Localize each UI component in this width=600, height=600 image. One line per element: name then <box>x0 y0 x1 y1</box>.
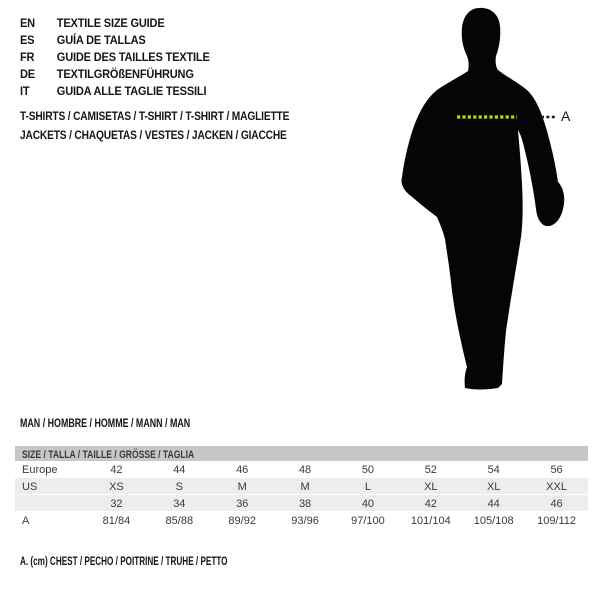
language-label: TEXTILGRÖßENFÜHRUNG <box>56 66 194 81</box>
row-label: A <box>22 514 30 527</box>
list-item <box>20 48 210 65</box>
size-cell: 44 <box>487 497 500 510</box>
size-cell: 42 <box>110 463 123 476</box>
garment-categories <box>20 107 337 145</box>
size-cell: 38 <box>298 497 312 510</box>
size-cell: 48 <box>298 463 312 476</box>
list-item <box>20 14 210 31</box>
language-guide-list <box>20 14 226 99</box>
list-item <box>20 65 210 82</box>
language-code: DE <box>20 66 35 81</box>
man-silhouette-graphic <box>395 0 595 400</box>
size-cell: 46 <box>236 463 249 476</box>
size-cell: 109/112 <box>537 514 577 527</box>
size-cell: M <box>237 480 247 493</box>
size-cell: 81/84 <box>102 514 131 527</box>
row-label: US <box>22 480 38 493</box>
size-cell: S <box>175 480 183 493</box>
size-cell: XL <box>486 480 501 493</box>
language-label: TEXTILE SIZE GUIDE <box>56 15 165 30</box>
size-cell: 46 <box>550 497 563 510</box>
size-cell: 36 <box>236 497 249 510</box>
size-cell: 85/88 <box>165 514 194 527</box>
size-cell: 105/108 <box>473 514 514 527</box>
size-cell: XL <box>424 480 438 493</box>
size-cell: XS <box>109 480 124 493</box>
language-label: GUIDA ALLE TAGLIE TESSILI <box>56 83 207 98</box>
size-cell: 34 <box>173 497 186 510</box>
man-silhouette-shape <box>401 8 564 390</box>
size-table <box>15 446 588 529</box>
size-cell: 52 <box>424 463 437 476</box>
size-cell: 93/96 <box>291 514 319 527</box>
category-line-jackets: JACKETS / CHAQUETAS / VESTES / JACKEN / GIACCHE <box>20 128 287 142</box>
size-table-header-label: SIZE / TALLA / TAILLE / GRÖSSE / TAGLIA <box>22 449 195 461</box>
language-code: FR <box>20 49 35 64</box>
table-row-us-letters <box>15 478 588 495</box>
size-cell: 97/100 <box>351 514 385 527</box>
size-table-header <box>15 446 588 461</box>
language-label: GUÍA DE TALLAS <box>56 32 146 47</box>
language-code: EN <box>20 15 35 30</box>
table-row-us-numeric <box>15 495 588 512</box>
language-code: IT <box>20 83 30 98</box>
size-cell: M <box>300 480 310 493</box>
table-row-chest-a <box>15 512 588 529</box>
section-title-man: MAN / HOMBRE / HOMME / MANN / MAN <box>20 416 191 430</box>
size-cell: 89/92 <box>228 514 256 527</box>
category-line-tshirts: T-SHIRTS / CAMISETAS / T-SHIRT / T-SHIRT / MAGLIETTE <box>20 109 290 123</box>
table-row-europe <box>15 461 588 478</box>
size-cell: 42 <box>424 497 437 510</box>
language-code: ES <box>20 32 35 47</box>
size-cell: XXL <box>546 480 567 493</box>
chest-footnote: A. (cm) CHEST / PECHO / POITRINE / TRUHE / PETTO <box>20 554 228 568</box>
list-item <box>20 31 210 48</box>
size-cell: 50 <box>361 463 375 476</box>
list-item <box>20 82 210 99</box>
language-label: GUIDE DES TAILLES TEXTILE <box>56 49 210 64</box>
row-label: Europe <box>22 463 58 476</box>
size-cell: 56 <box>550 463 563 476</box>
size-cell: 101/104 <box>410 514 451 527</box>
size-cell: 44 <box>173 463 186 476</box>
man-silhouette-figure <box>395 0 595 400</box>
measure-label-a: A <box>561 108 571 124</box>
size-cell: 40 <box>361 497 375 510</box>
size-cell: 32 <box>110 497 123 510</box>
size-cell: 54 <box>487 463 500 476</box>
size-cell: L <box>364 480 371 493</box>
